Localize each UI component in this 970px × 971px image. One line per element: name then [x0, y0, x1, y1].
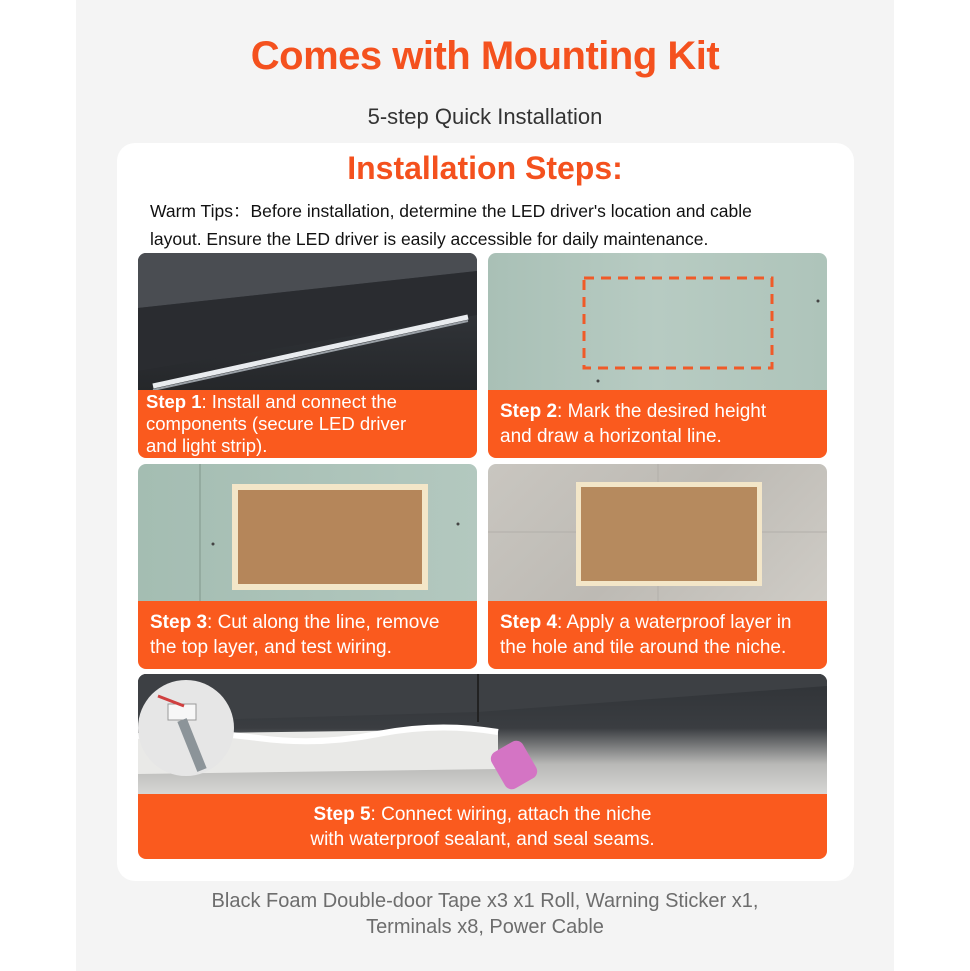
installation-steps-title: Installation Steps:: [347, 150, 623, 186]
step-3-photo: [138, 464, 477, 601]
step-4-illustration: [488, 464, 827, 601]
step-5-text-line-1: : Connect wiring, attach the niche: [370, 803, 652, 825]
step-5-illustration: [138, 674, 827, 794]
step-4-tile: [488, 464, 827, 669]
step-5-tile: [138, 674, 827, 859]
step-3-text-line-1: : Cut along the line, remove: [207, 612, 440, 633]
warm-tips-line-1: Warm Tips：Before installation, determine the LED driver's location and cable: [150, 201, 752, 221]
page-title: Comes with Mounting Kit: [250, 34, 720, 78]
kit-contents-line-2: Terminals x8, Power Cable: [366, 916, 604, 938]
step-2-text-line-1: : Mark the desired height: [557, 401, 767, 422]
step-5-label: Step 5: [313, 803, 371, 825]
warm-tips-line-2: layout. Ensure the LED driver is easily accessible for daily maintenance.: [150, 229, 709, 249]
step-2-caption: [488, 390, 827, 458]
warm-tips: [150, 197, 840, 253]
step-1-label: Step 1: [146, 391, 202, 412]
step-1-text-line-2: components (secure LED driver: [146, 413, 407, 434]
step-1-text-line-3: and light strip).: [146, 435, 268, 456]
step-5-caption: [138, 794, 827, 859]
step-5-text-line-2: with waterproof sealant, and seal seams.: [310, 828, 655, 850]
kit-contents-footer: [0, 888, 970, 940]
step-3-illustration: [138, 464, 477, 601]
step-3-caption: [138, 601, 477, 669]
step-4-caption: [488, 601, 827, 669]
step-3-label: Step 3: [150, 612, 208, 633]
step-3-tile: [138, 464, 477, 669]
step-1-illustration: [138, 253, 477, 390]
step-1-text-line-1: : Install and connect the: [201, 391, 397, 412]
page-subtitle: 5-step Quick Installation: [367, 104, 603, 129]
step-4-text-line-2: the hole and tile around the niche.: [500, 637, 787, 658]
step-2-label: Step 2: [500, 401, 558, 422]
step-4-label: Step 4: [500, 612, 558, 633]
step-4-text-line-1: : Apply a waterproof layer in: [557, 612, 792, 633]
step-5-photo: [138, 674, 827, 794]
step-3-text-line-2: the top layer, and test wiring.: [150, 637, 392, 658]
kit-contents-line-1: Black Foam Double-door Tape x3 x1 Roll, Warning Sticker x1,: [211, 890, 759, 912]
step-1-tile: [138, 253, 477, 458]
step-1-caption: [138, 390, 477, 458]
step-2-tile: [488, 253, 827, 458]
step-2-photo: [488, 253, 827, 390]
step-1-photo: [138, 253, 477, 390]
step-2-illustration: [488, 253, 827, 390]
step-2-text-line-2: and draw a horizontal line.: [500, 426, 722, 447]
step-4-photo: [488, 464, 827, 601]
